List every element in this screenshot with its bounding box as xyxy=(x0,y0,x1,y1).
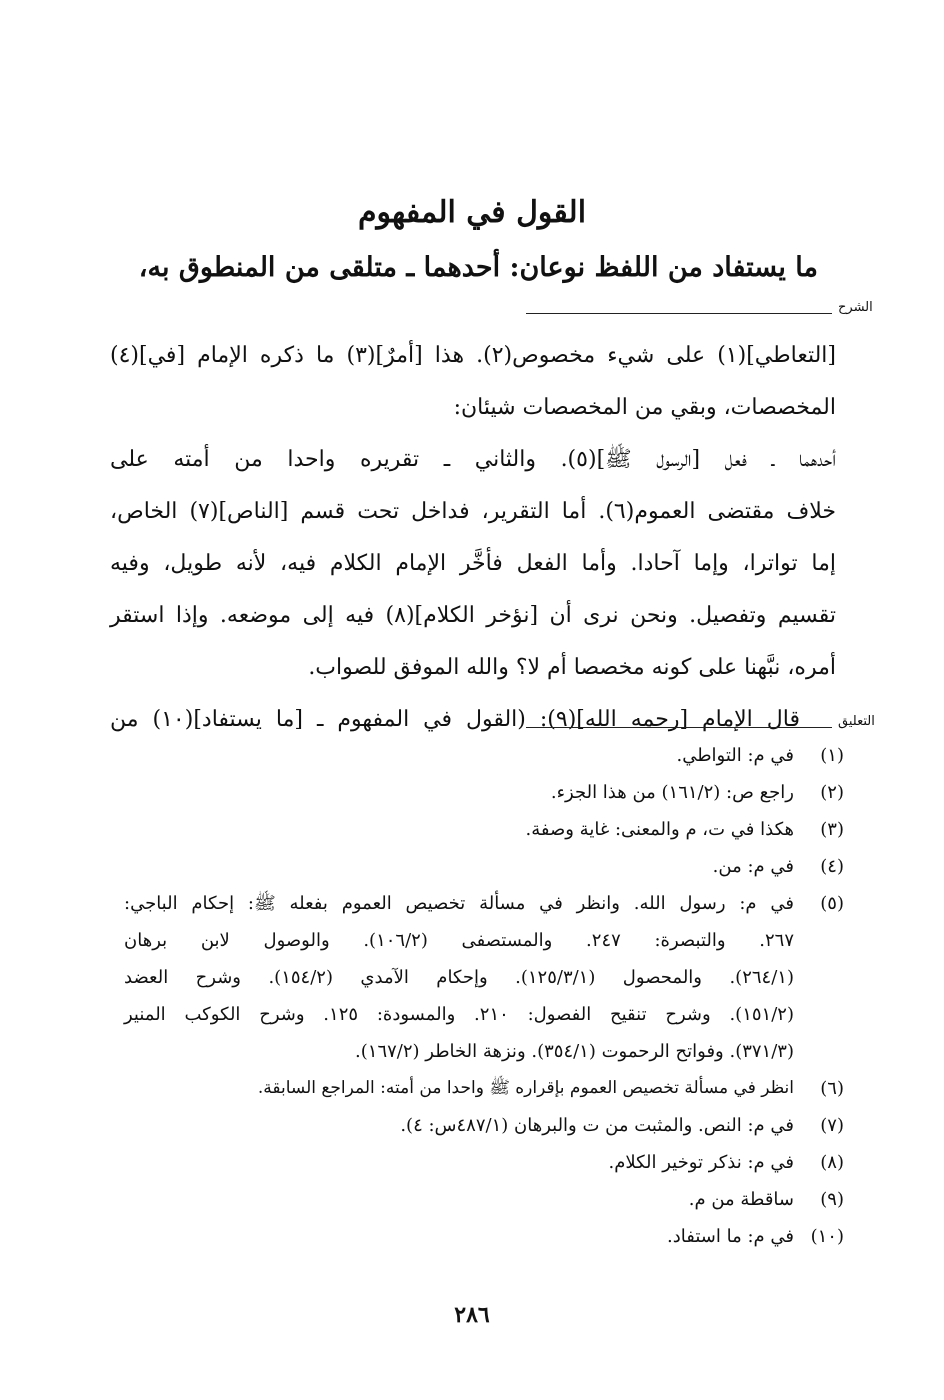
footnote xyxy=(124,848,844,885)
footnote-number: (١٠) xyxy=(810,1226,844,1247)
footnote-text: ساقطة من م. xyxy=(688,1189,794,1210)
taliq-divider xyxy=(526,727,832,728)
sharh-line: المخصصات، وبقي من المخصصات شيئان: xyxy=(453,395,836,420)
footnote-number: (٥) xyxy=(820,893,844,914)
footnote-number: (٨) xyxy=(820,1152,844,1173)
footnote-text: راجع ص: (١٦١/٢) من هذا الجزء. xyxy=(550,782,794,803)
footnote-text: (٢٦٤/١). والمحصول (١٢٥/٣/١). وإحكام الآمدي (١٥٤/٢). وشرح العضد xyxy=(124,967,794,988)
footnote-text: في م: ما استفاد. xyxy=(667,1226,794,1247)
sharh-line: تقسيم وتفصيل. ونحن نرى أن [نؤخر الكلام](٨) فيه إلى موضعه. وإذا استقر xyxy=(110,603,837,628)
taliq-label: التعليق xyxy=(838,714,875,729)
chapter-title: القول في المفهوم xyxy=(357,195,587,230)
footnote-text: هكذا في ت، م والمعنى: غاية وصفة. xyxy=(525,819,794,840)
footnote-text: (١٥١/٢). وشرح تنقيح الفصول: ٢١٠. والمسودة: ١٢٥. وشرح الكوكب المنير xyxy=(124,1004,794,1025)
footnote-text: ٢٦٧. والتبصرة: ٢٤٧. والمستصفى (١٠٦/٢). والوصول لابن برهان xyxy=(124,930,795,951)
footnote xyxy=(124,1070,844,1107)
sharh-body xyxy=(110,330,836,746)
matn-text: ما يستفاد من اللفظ نوعان: أحدهما ـ متلقى من المنطوق به، xyxy=(138,252,818,283)
sharh-line: إما تواترا، وإما آحادا. وأما الفعل فأخَّر الإمام الكلام فيه، لأنه طويل، وفيه xyxy=(110,551,836,576)
footnote-number: (١) xyxy=(820,745,844,766)
footnote-number: (٢) xyxy=(820,782,844,803)
footnote-text: في م: النص. والمثبت من ت والبرهان (٤٨٧/١س: ٤). xyxy=(400,1115,794,1136)
sharh-line: قال الإمام [رحمه الله](٩): (القول في المفهوم ـ [ما يستفاد](١٠) من xyxy=(110,707,800,732)
footnote-number: (٩) xyxy=(820,1189,844,1210)
footnote-text: في م: نذكر توخير الكلام. xyxy=(608,1152,794,1173)
footnote xyxy=(124,1144,844,1181)
footnote-number: (٣) xyxy=(820,819,844,840)
footnote-number: (٦) xyxy=(820,1078,844,1099)
sharh-label: الشرح xyxy=(838,300,873,315)
footnote-text: في م: رسول الله. وانظر في مسألة تخصيص العموم بفعله ﷺ: إحكام الباجي: xyxy=(124,893,794,914)
footnotes xyxy=(124,737,844,1255)
footnote xyxy=(124,737,844,774)
sharh-divider xyxy=(526,313,832,314)
footnote-text: في م: من. xyxy=(712,856,794,877)
sharh-line: أحدهما ـ فعل [الرسول ﷺ](٥). والثاني ـ تقريره واحدا من أمته على xyxy=(110,447,837,472)
footnote-text: انظر في مسألة تخصيص العموم بإقراره ﷺ واحدا من أمته: المراجع السابقة. xyxy=(257,1078,794,1098)
footnote-number: (٤) xyxy=(820,856,844,877)
sharh-line: خلاف مقتضى العموم(٦). أما التقرير، فداخل تحت قسم [الناص](٧) الخاص، xyxy=(110,499,837,524)
footnote xyxy=(124,811,844,848)
sharh-line: [التعاطي](١) على شيء مخصوص(٢). هذا [أمرٌ](٣) ما ذكره الإمام [في](٤) xyxy=(110,343,836,368)
footnote-text: (٣٧١/٣). وفواتح الرحموت (٣٥٤/١). ونزهة الخاطر (١٦٧/٢). xyxy=(355,1041,794,1062)
sharh-line: أمره، نبَّهنا على كونه مخصصا أم لا؟ والله الموفق للصواب. xyxy=(308,655,836,680)
footnote xyxy=(124,1181,844,1218)
footnote-number: (٧) xyxy=(820,1115,844,1136)
footnote xyxy=(124,774,844,811)
footnote xyxy=(124,1218,844,1255)
footnote xyxy=(124,1107,844,1144)
footnote xyxy=(124,885,844,1070)
footnote-text: في م: التواطي. xyxy=(676,745,794,766)
page-number: ٢٨٦ xyxy=(454,1302,490,1328)
